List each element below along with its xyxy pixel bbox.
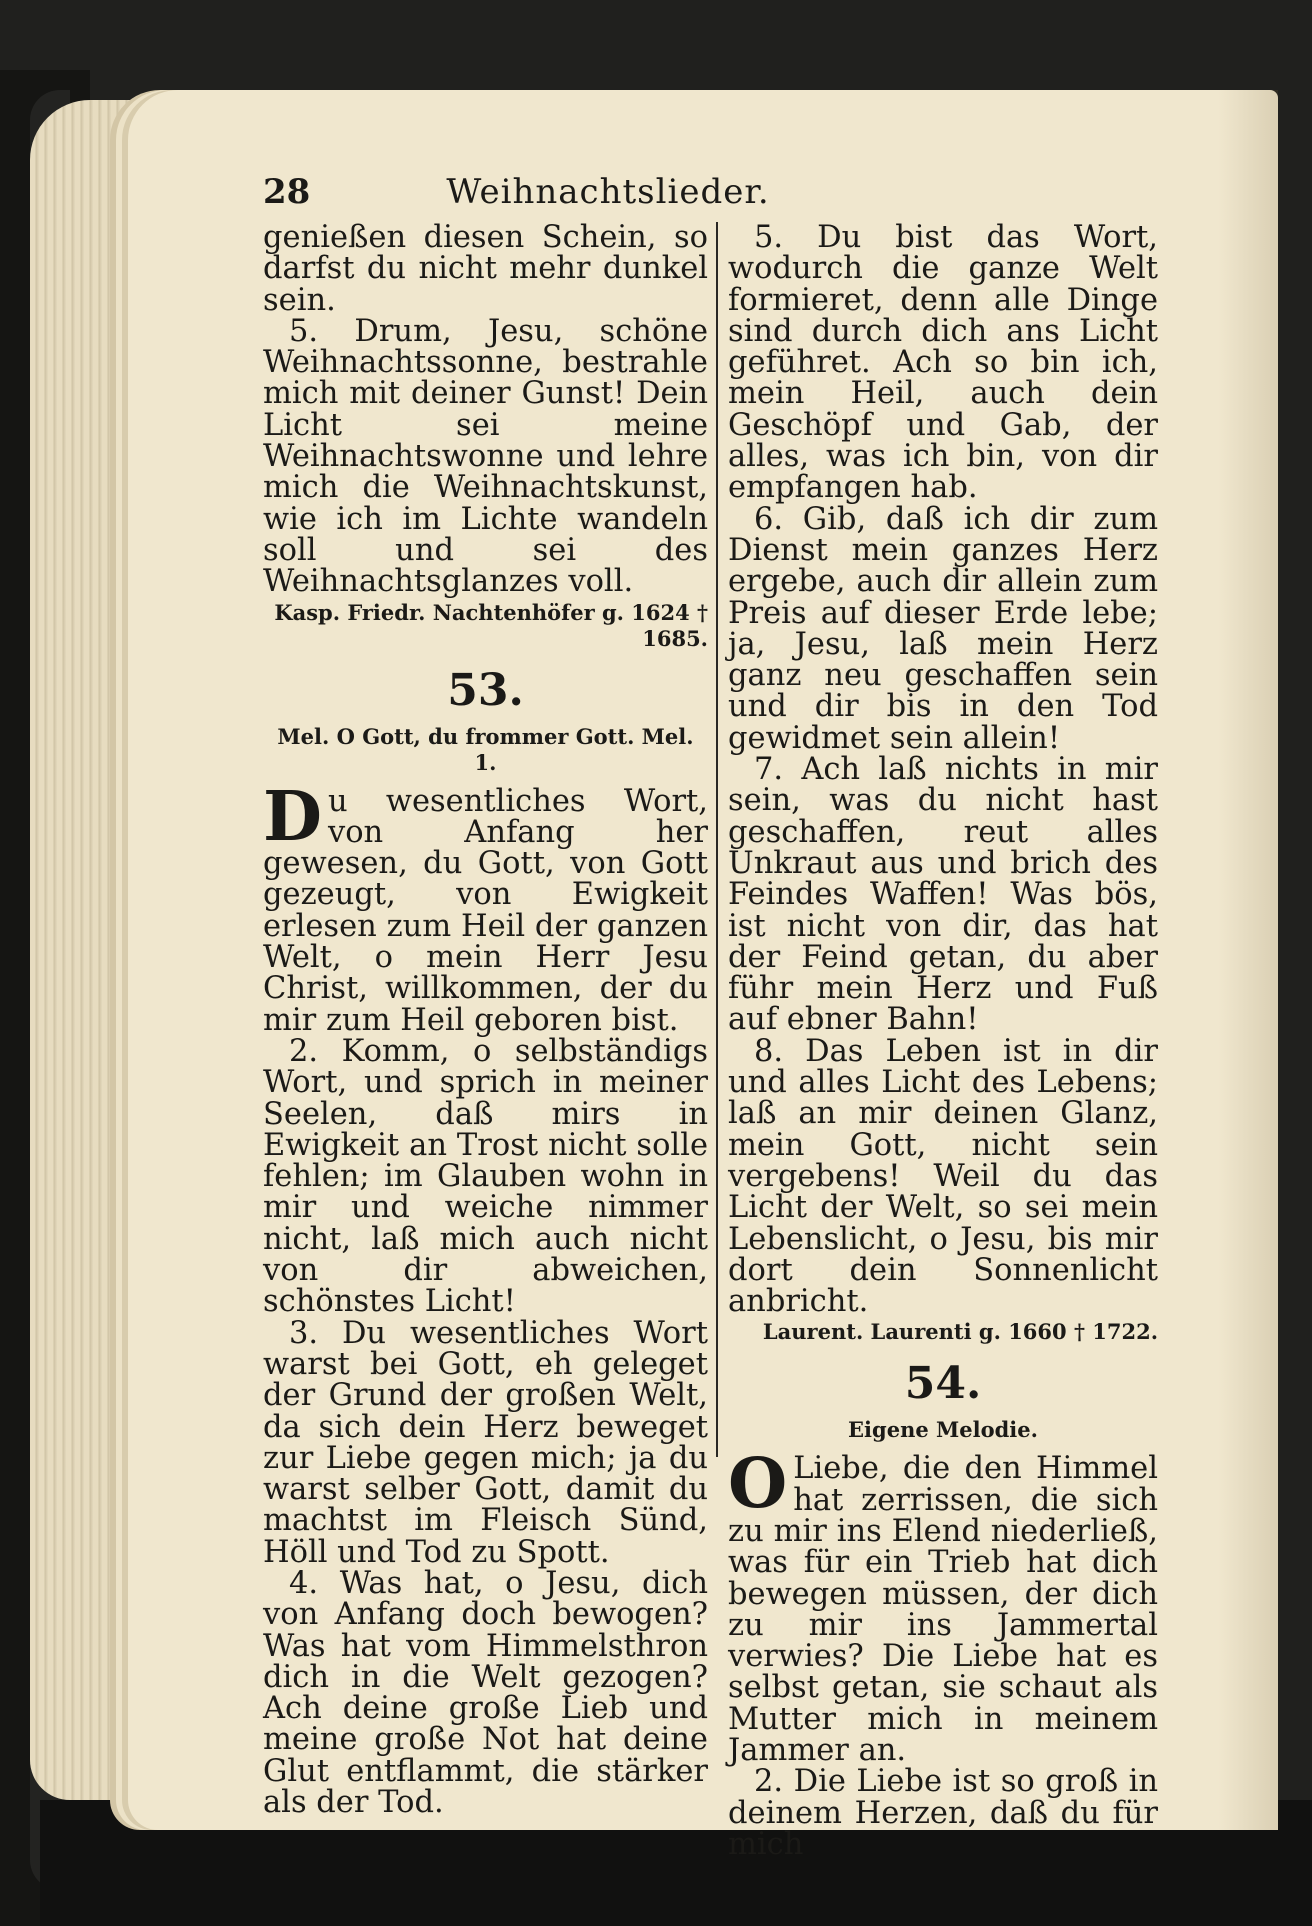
- gutter-shadow: [1218, 90, 1278, 1830]
- verse-continuation: genießen diesen Schein, so darfst du nicht mehr dunkel sein.: [263, 220, 708, 318]
- melody-note-54: Eigene Melodie.: [848, 1417, 1038, 1443]
- hymn-53-verse-1-text: u wesentliches Wort, von Anfang her gewesen, du Gott, von Gott gezeugt, von Ewigkeit erlesen zum Heil der ganzen Welt, o mein Herr Jesu Christ, willkommen, der du mir zum Heil geboren bist.: [263, 783, 708, 1038]
- column-divider: [716, 222, 718, 1457]
- hymn-53-verse-5: 5. Du bist das Wort, wodurch die ganze Welt formieret, denn alle Dinge sind durch dich ans Licht geführet. Ach so bin ich, mein Heil, auch dein Geschöpf und Gab, der alles, was ich bin, von dir empfangen hab.: [728, 220, 1158, 506]
- hymn-53-verse-4: 4. Was hat, o Jesu, dich von Anfang doch bewogen? Was hat vom Himmelsthron dich in die Welt gezogen? Ach deine große Lieb und meine große Not hat deine Glut entflammt, die stärker als der Tod.: [263, 1565, 708, 1821]
- hymn-number-53: 53.: [447, 664, 524, 716]
- hymn-53-verse-8: 8. Das Leben ist in dir und alles Licht des Lebens; laß an mir deinen Glanz, mein Gott, nicht sein vergebens! Weil du das Licht der Welt, so sei mein Lebenslicht, o Jesu, bis mir dort dein Sonnenlicht anbricht.: [728, 1033, 1158, 1320]
- melody-note-53: Mel. O Gott, du frommer Gott. Mel. 1.: [277, 723, 694, 775]
- hymn-53-verse-6: 6. Gib, daß ich dir zum Dienst mein ganzes Herz ergebe, auch dir allein zum Preis auf dieser Erde lebe; ja, Jesu, laß mein Herz ganz neu geschaffen sein und dir bis in den Tod gewidmet sein allein!: [728, 501, 1158, 756]
- hymn-54-verse-1-text: Liebe, die den Himmel hat zerrissen, die sich zu mir ins Elend niederließ, was für ein Trieb hat dich bewegen müssen, der dich zu mir ins Jammertal verwies? Die Liebe hat es selbst getan, sie schaut als Mutter mich in meinem Jammer an.: [728, 1451, 1158, 1769]
- running-title: Weihnachtslieder.: [446, 172, 770, 212]
- hymn-53-verse-3: 3. Du wesentliches Wort warst bei Gott, eh geleget der Grund der großen Welt, da sich dein Herz beweget zur Liebe gegen mich; ja du warst selber Gott, damit du machtst im Fleisch Sünd, Höll und Tod zu Spott.: [263, 1315, 708, 1570]
- author-attribution-52: Kasp. Friedr. Nachtenhöfer g. 1624 † 1685.: [274, 599, 708, 651]
- left-column: [263, 220, 708, 1821]
- hymn-54-verse-1: [728, 1444, 1158, 1769]
- hymn-53-verse-1: [263, 776, 708, 1038]
- verse-5-hymn-52: 5. Drum, Jesu, schöne Weihnachtssonne, bestrahle mich mit deiner Gunst! Dein Licht sei meine Weihnachtswonne und lehre mich die Weihnachtskunst, wie ich im Lichte wandeln soll und sei des Weihnachtsglanzes voll.: [263, 313, 708, 600]
- hymn-53-verse-7: 7. Ach laß nichts in mir sein, was du nicht hast geschaffen, reut alles Unkraut aus und brich des Feindes Waffen! Was bös, ist nicht von dir, das hat der Feind getan, du aber führ mein Herz und Fuß auf ebner Bahn!: [728, 752, 1158, 1038]
- page-number: 28: [263, 172, 311, 212]
- hymn-53-verse-2: 2. Komm, o selbständigs Wort, und sprich in meiner Seelen, daß mirs in Ewigkeit an Trost nicht solle fehlen; im Glauben wohn in mir und weiche nimmer nicht, laß mich auch nicht von dir abweichen, schönstes Licht!: [263, 1033, 708, 1320]
- hymn-54-verse-2: 2. Die Liebe ist so groß in deinem Herzen, daß du für mich: [728, 1764, 1158, 1862]
- book-page: [128, 90, 1278, 1862]
- author-attribution-53: Laurent. Laurenti g. 1660 † 1722.: [762, 1319, 1158, 1345]
- drop-cap-54: O: [728, 1444, 788, 1525]
- hymn-number-54: 54.: [904, 1358, 982, 1410]
- drop-cap-53: D: [263, 776, 322, 857]
- right-column: [728, 222, 1158, 1860]
